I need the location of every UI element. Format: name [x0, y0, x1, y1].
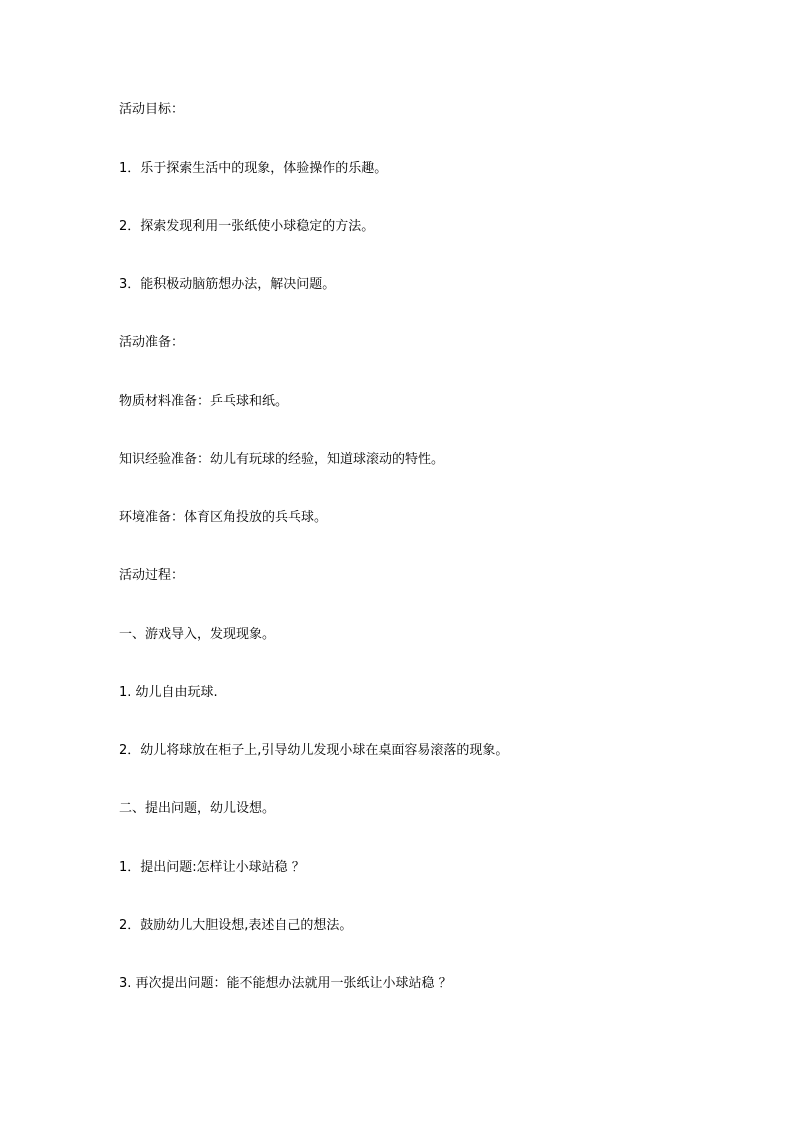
process-step-2-item-3: 3. 再次提出问题：能不能想办法就用一张纸让小球站稳 ？ [119, 976, 452, 991]
process-step-1-item-2: 2．幼儿将球放在柜子上,引导幼儿发现小球在桌面容易滚落的现象。 [119, 743, 509, 758]
section-heading-activity-preparation: 活动准备： [119, 335, 185, 350]
preparation-environment: 环境准备：体育区角投放的兵乓球。 [119, 510, 328, 525]
goal-item-2: 2．探索发现利用一张纸使小球稳定的方法。 [119, 219, 375, 234]
process-step-2-heading: 二、提出问题，幼儿设想。 [119, 801, 276, 816]
goal-item-1: 1．乐于探索生活中的现象，体验操作的乐趣。 [119, 161, 388, 176]
section-heading-activity-process: 活动过程： [119, 568, 185, 583]
process-step-2-item-1: 1．提出问题:怎样让小球站稳 ？ [119, 860, 305, 875]
process-step-1-heading: 一、游戏导入，发现现象。 [119, 627, 276, 642]
process-step-2-item-2: 2．鼓励幼儿大胆设想,表述自己的想法。 [119, 918, 353, 933]
goal-item-3: 3．能积极动脑筋想办法，解决问题。 [119, 277, 336, 292]
process-step-1-item-1: 1. 幼儿自由玩球. [119, 685, 218, 700]
section-heading-activity-goals: 活动目标： [119, 102, 185, 117]
preparation-materials: 物质材料准备：乒乓球和纸。 [119, 394, 289, 409]
preparation-knowledge: 知识经验准备：幼儿有玩球的经验，知道球滚动的特性。 [119, 452, 445, 467]
